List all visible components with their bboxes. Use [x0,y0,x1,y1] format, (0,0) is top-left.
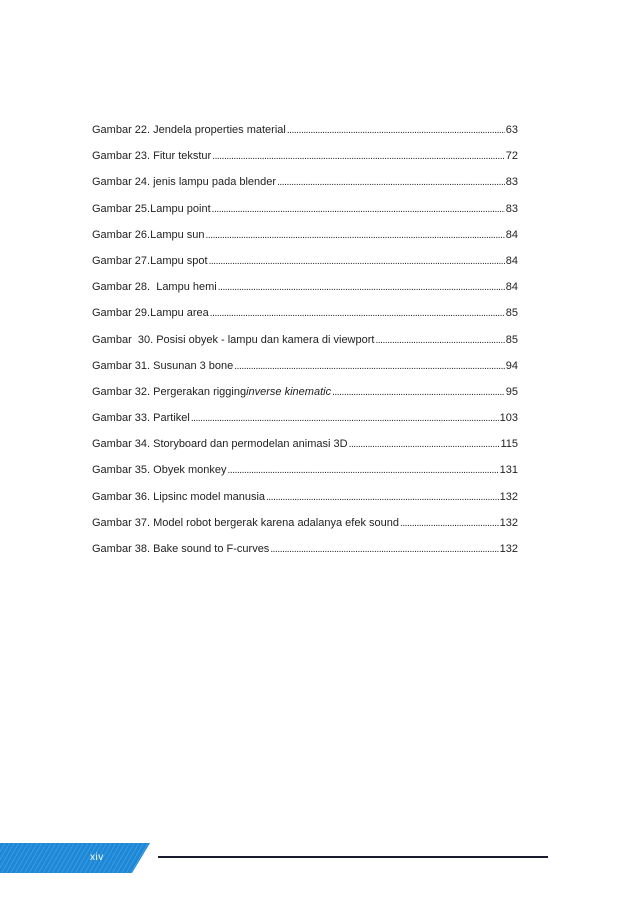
toc-entry-page: 84 [505,254,518,267]
toc-entry-page: 83 [505,176,518,189]
toc-leader-dots [191,405,499,432]
toc-entry-label-italic: inverse kinematic [246,385,332,398]
toc-entry-label: Gambar 35. Obyek monkey [92,464,227,477]
toc-leader-dots [212,143,505,170]
toc-entry-page: 103 [499,412,518,425]
toc-entry[interactable] [92,484,518,510]
toc-entry-page: 85 [505,333,518,346]
toc-entry-label: Gambar 22. Jendela properties material [92,124,286,136]
toc-leader-dots [287,117,505,144]
toc-leader-dots [400,510,499,537]
toc-entry-page: 115 [500,438,518,451]
toc-entry[interactable] [92,300,518,326]
toc-entry[interactable] [92,457,518,483]
toc-entry-label: Gambar 24. jenis lampu pada blender [92,176,277,189]
toc-entry-page: 84 [505,228,518,241]
toc-leader-dots [270,536,498,563]
toc-entry[interactable] [92,431,518,457]
toc-entry-label: Gambar 38. Bake sound to F-curves [92,543,270,555]
toc-leader-dots [375,327,504,354]
toc-leader-dots [234,353,504,380]
toc-leader-dots [212,196,505,223]
toc-entry[interactable] [92,169,518,195]
toc-leader-dots [210,300,505,327]
toc-entry-page: 95 [505,385,518,398]
toc-entry-page: 63 [505,124,518,136]
toc-entry[interactable] [92,274,518,300]
toc-entry-label: Gambar 33. Partikel [92,412,190,425]
toc-entry-page: 132 [499,516,518,529]
footer-divider [158,856,548,858]
toc-leader-dots [332,379,505,406]
toc-entry-page: 85 [505,307,518,320]
toc-entry[interactable] [92,327,518,353]
toc-entry[interactable] [92,379,518,405]
toc-entry-label: Gambar 29.Lampu area [92,307,209,320]
toc-entry-page: 131 [499,464,518,477]
toc-leader-dots [206,222,505,249]
toc-entry[interactable] [92,248,518,274]
toc-leader-dots [277,169,505,196]
toc-entry[interactable] [92,222,518,248]
toc-entry-page: 94 [505,359,518,372]
toc-entry-label: Gambar 34. Storyboard dan permodelan animasi 3D [92,438,348,451]
toc-leader-dots [218,274,505,301]
toc-entry[interactable] [92,196,518,222]
toc-entry-label: Gambar 25.Lampu point [92,202,211,215]
toc-entry-page: 132 [499,490,518,503]
toc-entry-label: Gambar 26.Lampu sun [92,228,205,241]
toc-entry-label: Gambar 36. Lipsinc model manusia [92,490,266,503]
toc-leader-dots [349,431,500,458]
toc-entry-label: Gambar 31. Susunan 3 bone [92,359,234,372]
toc-entry-label: Gambar 28. Lampu hemi [92,281,217,294]
list-of-figures [92,117,518,562]
toc-entry-page: 84 [505,281,518,294]
footer-band-shape [0,843,150,873]
toc-entry-page: 132 [499,543,518,555]
toc-entry[interactable] [92,405,518,431]
page-number: xiv [90,852,104,863]
footer-page-band [0,843,150,873]
toc-entry[interactable] [92,117,518,143]
toc-entry[interactable] [92,143,518,169]
toc-entry[interactable] [92,510,518,536]
toc-entry-label [92,379,331,405]
toc-entry-page: 72 [505,150,518,163]
toc-entry-label: Gambar 30. Posisi obyek - lampu dan kamera di viewport [92,333,375,346]
toc-entry-label: Gambar 37. Model robot bergerak karena adalanya efek sound [92,516,399,529]
toc-entry[interactable] [92,353,518,379]
toc-entry-label-text: Gambar 32. Pergerakan rigging [92,385,247,398]
toc-entry-label: Gambar 27.Lampu spot [92,254,208,267]
toc-leader-dots [228,457,499,484]
toc-leader-dots [209,248,505,275]
toc-leader-dots [266,484,499,511]
toc-entry-page: 83 [505,202,518,215]
toc-entry-label: Gambar 23. Fitur tekstur [92,150,212,163]
toc-entry[interactable] [92,536,518,562]
